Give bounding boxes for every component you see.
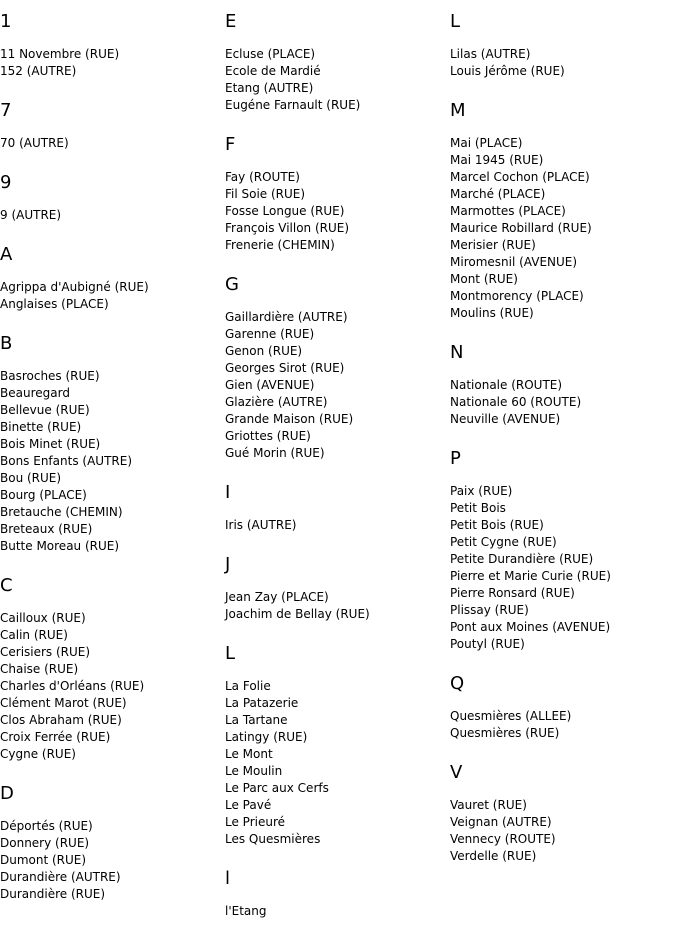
section-I — [225, 482, 447, 534]
street-link[interactable]: Charles d'Orléans (RUE) — [0, 679, 145, 693]
street-link[interactable]: Griottes (RUE) — [225, 429, 311, 443]
street-link[interactable]: Latingy (RUE) — [225, 730, 308, 744]
section-letter-heading: l — [225, 868, 231, 889]
street-link[interactable]: Ecole de Mardié — [225, 64, 321, 78]
section-letter-heading: C — [0, 575, 13, 596]
street-link[interactable]: 70 (AUTRE) — [0, 136, 69, 150]
street-link[interactable]: Le Prieuré — [225, 815, 286, 829]
street-link[interactable]: Nationale 60 (ROUTE) — [450, 395, 582, 409]
street-link[interactable]: Durandière (RUE) — [0, 887, 106, 901]
street-link[interactable]: François Villon (RUE) — [225, 221, 350, 235]
street-link[interactable]: Merisier (RUE) — [450, 238, 536, 252]
street-link[interactable]: Vauret (RUE) — [450, 798, 527, 812]
street-link[interactable]: Croix Ferrée (RUE) — [0, 730, 111, 744]
street-list — [0, 207, 222, 224]
street-link[interactable]: Moulins (RUE) — [450, 306, 534, 320]
street-link[interactable]: Nationale (ROUTE) — [450, 378, 563, 392]
section-letter-heading: N — [450, 342, 464, 363]
street-link[interactable]: Binette (RUE) — [0, 420, 82, 434]
section-letter-heading: P — [450, 448, 461, 469]
street-link[interactable]: Maurice Robillard (RUE) — [450, 221, 592, 235]
street-link[interactable]: Plissay (RUE) — [450, 603, 529, 617]
section-letter-heading: 7 — [0, 100, 12, 121]
section-Q — [450, 673, 675, 742]
street-link[interactable]: Bois Minet (RUE) — [0, 437, 101, 451]
street-link[interactable]: Dumont (RUE) — [0, 853, 87, 867]
street-list — [225, 309, 447, 462]
street-list — [225, 589, 447, 623]
section-G — [225, 274, 447, 462]
street-list — [225, 46, 447, 114]
street-link[interactable]: Gaillardière (AUTRE) — [225, 310, 348, 324]
street-link[interactable]: Grande Maison (RUE) — [225, 412, 354, 426]
street-link[interactable]: Quesmières (ALLEE) — [450, 709, 572, 723]
street-list — [450, 46, 675, 80]
street-link[interactable]: Montmorency (PLACE) — [450, 289, 584, 303]
street-link[interactable]: Mai 1945 (RUE) — [450, 153, 544, 167]
street-link[interactable]: Cerisiers (RUE) — [0, 645, 91, 659]
street-link[interactable]: Ecluse (PLACE) — [225, 47, 316, 61]
section-letter-heading: G — [225, 274, 239, 295]
street-link[interactable]: Basroches (RUE) — [0, 369, 100, 383]
street-link[interactable]: Vennecy (ROUTE) — [450, 832, 556, 846]
street-link[interactable]: Paix (RUE) — [450, 484, 513, 498]
street-link[interactable]: Petit Cygne (RUE) — [450, 535, 557, 549]
section-letter-heading: B — [0, 333, 13, 354]
street-link[interactable]: Donnery (RUE) — [0, 836, 90, 850]
street-link[interactable]: Petite Durandière (RUE) — [450, 552, 594, 566]
street-list — [0, 610, 222, 763]
section-F — [225, 134, 447, 254]
street-link[interactable]: Pierre Ronsard (RUE) — [450, 586, 575, 600]
street-link[interactable]: Clément Marot (RUE) — [0, 696, 127, 710]
section-N — [450, 342, 675, 428]
section-letter-heading: E — [225, 11, 237, 32]
street-link[interactable]: Marmottes (PLACE) — [450, 204, 566, 218]
street-link[interactable]: Butte Moreau (RUE) — [0, 539, 120, 553]
section-letter-heading: J — [225, 554, 231, 575]
section-letter-heading: 9 — [0, 172, 12, 193]
street-link[interactable]: Miromesnil (AVENUE) — [450, 255, 578, 269]
section-M — [450, 100, 675, 322]
street-link[interactable]: Bellevue (RUE) — [0, 403, 90, 417]
street-link[interactable]: Clos Abraham (RUE) — [0, 713, 122, 727]
street-list — [225, 517, 447, 534]
street-link[interactable]: Gué Morin (RUE) — [225, 446, 325, 460]
street-link[interactable]: Petit Bois — [450, 501, 506, 515]
street-link[interactable]: Gien (AVENUE) — [225, 378, 315, 392]
section-l — [225, 868, 447, 920]
street-link[interactable]: Déportés (RUE) — [0, 819, 93, 833]
street-index-column-3 — [450, 0, 675, 865]
section-letter-heading: L — [450, 11, 461, 32]
street-link[interactable]: Petit Bois (RUE) — [450, 518, 544, 532]
section-A — [0, 244, 222, 313]
street-link[interactable]: Le Parc aux Cerfs — [225, 781, 329, 795]
section-letter-heading: L — [225, 643, 236, 664]
street-link[interactable]: Quesmières (RUE) — [450, 726, 560, 740]
section-E — [225, 11, 447, 114]
section-B — [0, 333, 222, 555]
street-link[interactable]: Breteaux (RUE) — [0, 522, 93, 536]
street-link[interactable]: Mont (RUE) — [450, 272, 518, 286]
street-link[interactable]: Marcel Cochon (PLACE) — [450, 170, 590, 184]
street-link[interactable]: Iris (AUTRE) — [225, 518, 297, 532]
street-link[interactable]: Poutyl (RUE) — [450, 637, 525, 651]
street-link[interactable]: 11 Novembre (RUE) — [0, 47, 120, 61]
street-list — [0, 46, 222, 80]
section-letter-heading: F — [225, 134, 236, 155]
section-L — [450, 11, 675, 80]
street-link[interactable]: Marché (PLACE) — [450, 187, 546, 201]
section-J — [225, 554, 447, 623]
street-link[interactable]: La Tartane — [225, 713, 288, 727]
street-list — [450, 135, 675, 322]
street-link[interactable]: Eugéne Farnault (RUE) — [225, 98, 361, 112]
street-link[interactable]: Neuville (AVENUE) — [450, 412, 561, 426]
street-link[interactable]: La Patazerie — [225, 696, 299, 710]
street-link[interactable]: Le Pavé — [225, 798, 272, 812]
street-list — [0, 135, 222, 152]
street-link[interactable]: Durandière (AUTRE) — [0, 870, 121, 884]
street-list — [225, 169, 447, 254]
section-C — [0, 575, 222, 763]
section-letter-heading: Q — [450, 673, 465, 694]
section-1 — [0, 11, 222, 80]
street-link[interactable]: Fil Soie (RUE) — [225, 187, 306, 201]
street-link[interactable]: Cygne (RUE) — [0, 747, 76, 761]
street-list — [450, 483, 675, 653]
street-list — [0, 818, 222, 903]
street-link[interactable]: Lilas (AUTRE) — [450, 47, 531, 61]
section-D — [0, 783, 222, 903]
street-link[interactable]: Chaise (RUE) — [0, 662, 79, 676]
street-link[interactable]: 152 (AUTRE) — [0, 64, 77, 78]
street-link[interactable]: Veignan (AUTRE) — [450, 815, 552, 829]
section-letter-heading: M — [450, 100, 466, 121]
street-link[interactable]: Bons Enfants (AUTRE) — [0, 454, 132, 468]
street-list — [0, 279, 222, 313]
street-link[interactable]: Garenne (RUE) — [225, 327, 315, 341]
section-7 — [0, 100, 222, 152]
street-link[interactable]: Fay (ROUTE) — [225, 170, 300, 184]
section-L — [225, 643, 447, 848]
street-link[interactable]: Cailloux (RUE) — [0, 611, 86, 625]
street-link[interactable]: Pierre et Marie Curie (RUE) — [450, 569, 611, 583]
section-letter-heading: A — [0, 244, 13, 265]
street-link[interactable]: Fosse Longue (RUE) — [225, 204, 345, 218]
street-link[interactable]: Pont aux Moines (AVENUE) — [450, 620, 611, 634]
street-link[interactable]: Calin (RUE) — [0, 628, 68, 642]
section-P — [450, 448, 675, 653]
street-link[interactable]: Bou (RUE) — [0, 471, 62, 485]
street-link[interactable]: 9 (AUTRE) — [0, 208, 62, 222]
street-index-column-2 — [225, 0, 447, 920]
section-letter-heading: D — [0, 783, 14, 804]
street-link[interactable]: Bretauche (CHEMIN) — [0, 505, 123, 519]
street-link[interactable]: Bourg (PLACE) — [0, 488, 87, 502]
section-letter-heading: I — [225, 482, 231, 503]
street-link[interactable]: l'Etang — [225, 904, 267, 918]
street-list — [225, 903, 447, 920]
street-link[interactable]: Le Mont — [225, 747, 273, 761]
street-link[interactable]: Jean Zay (PLACE) — [225, 590, 329, 604]
street-link[interactable]: Georges Sirot (RUE) — [225, 361, 345, 375]
street-index-column-1 — [0, 0, 222, 903]
street-link[interactable]: Beauregard — [0, 386, 70, 400]
street-list — [450, 708, 675, 742]
section-9 — [0, 172, 222, 224]
street-link[interactable]: Le Moulin — [225, 764, 283, 778]
section-V — [450, 762, 675, 865]
street-link[interactable]: La Folie — [225, 679, 271, 693]
street-link[interactable]: Anglaises (PLACE) — [0, 297, 109, 311]
street-list — [450, 797, 675, 865]
street-link[interactable]: Glazière (AUTRE) — [225, 395, 328, 409]
street-link[interactable]: Etang (AUTRE) — [225, 81, 314, 95]
street-link[interactable]: Genon (RUE) — [225, 344, 303, 358]
section-letter-heading: 1 — [0, 11, 12, 32]
street-link[interactable]: Louis Jérôme (RUE) — [450, 64, 565, 78]
street-list — [0, 368, 222, 555]
street-list — [450, 377, 675, 428]
street-link[interactable]: Verdelle (RUE) — [450, 849, 537, 863]
street-link[interactable]: Mai (PLACE) — [450, 136, 523, 150]
street-link[interactable]: Joachim de Bellay (RUE) — [225, 607, 370, 621]
section-letter-heading: V — [450, 762, 463, 783]
street-list — [225, 678, 447, 848]
street-link[interactable]: Les Quesmières — [225, 832, 321, 846]
street-link[interactable]: Frenerie (CHEMIN) — [225, 238, 335, 252]
street-link[interactable]: Agrippa d'Aubigné (RUE) — [0, 280, 149, 294]
